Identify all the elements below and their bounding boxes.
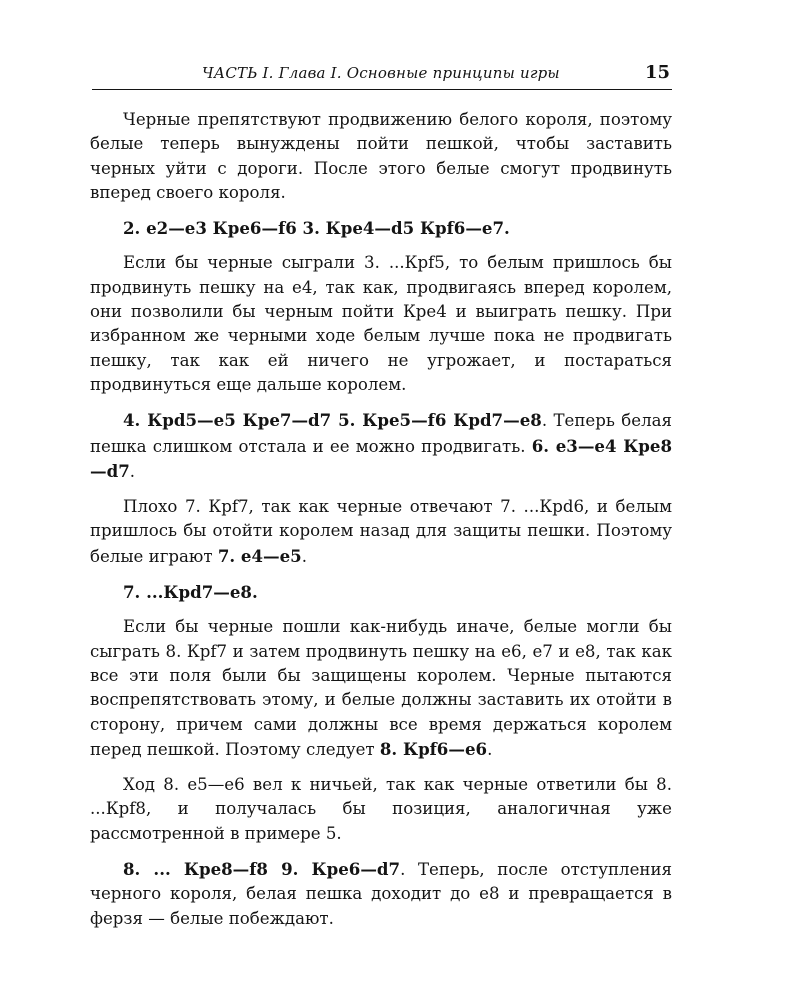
paragraph-text: . Теперь, после отступления черного короля, белая пешка доходит до e8 и превращается в ферзя — белые побеждают.	[90, 860, 672, 928]
paragraph-text: . Теперь белая пешка слишком отстала и ее можно продвигать.	[90, 411, 672, 456]
paragraph-3: Если бы черные сыграли 3. ...Крf5, то белым пришлось бы продвинуть пешку на e4, так как, продвигаясь вперед королем, они позволили бы черным пойти Крe4 и выиграть пешку. При избранном же черными ходе белым лучше пока не продвигать пешку, так как ей ничего не угрожает, и постараться продвинуться еще дальше королем.	[90, 253, 672, 394]
move-line-7: 7. ...Крd7—e8.	[123, 582, 258, 603]
move-notation: 8. Крf6—e6	[379, 738, 488, 759]
running-title: ЧАСТЬ I. Глава I. Основные принципы игры	[202, 64, 560, 82]
paragraph-1: Черные препятствуют продвижению белого короля, поэтому белые теперь вынуждены пойти пешкой, чтобы заставить черных уйти с дороги. После этого белые смогут продвинуть вперед своего короля.	[90, 110, 672, 202]
header-rule	[92, 89, 672, 90]
move-notation: 7. e4—e5	[217, 545, 302, 566]
paragraph-text: Плохо 7. Крf7, так как черные отвечают 7. ...Крd6, и белым пришлось бы отойти королем назад для защиты пешки. Поэтому белые играют	[90, 497, 672, 566]
move-line-2: 2. e2—e3 Крe6—f6 3. Крe4—d5 Крf6—e7.	[123, 218, 510, 239]
page-number: 15	[644, 62, 670, 83]
move-notation: 4. Крd5—e5 Крe7—d7 5. Крe5—f6 Крd7—e8	[123, 410, 542, 431]
paragraph-7	[90, 615, 672, 762]
paragraph-text: Если бы черные пошли как-нибудь иначе, белые могли бы сыграть 8. Крf7 и затем продвинуть пешку на e6, e7 и e8, так как все эти поля были бы защищены королем. Черные пытаются воспрепятствовать этому, и белые должны заставить их отойти в сторону, причем сами должны все время держаться королем перед пешкой. Поэтому следует	[90, 617, 672, 759]
move-notation: 6. e3—e4 Крe8—d7	[90, 435, 672, 481]
paragraph-9	[90, 857, 672, 931]
page-body	[90, 108, 672, 942]
move-notation: 8. ... Крe8—f8 9. Крe6—d7	[123, 859, 401, 880]
paragraph-text: .	[301, 546, 308, 566]
paragraph-5	[90, 495, 672, 569]
paragraph-text: .	[487, 739, 493, 759]
paragraph-4	[90, 408, 672, 484]
page-header	[92, 58, 672, 90]
paragraph-text: .	[129, 461, 136, 481]
paragraph-8: Ход 8. e5—e6 вел к ничьей, так как черные ответили бы 8. ...Крf8, и получалась бы позиция, аналогичная уже рассмотренной в примере 5.	[90, 775, 672, 843]
